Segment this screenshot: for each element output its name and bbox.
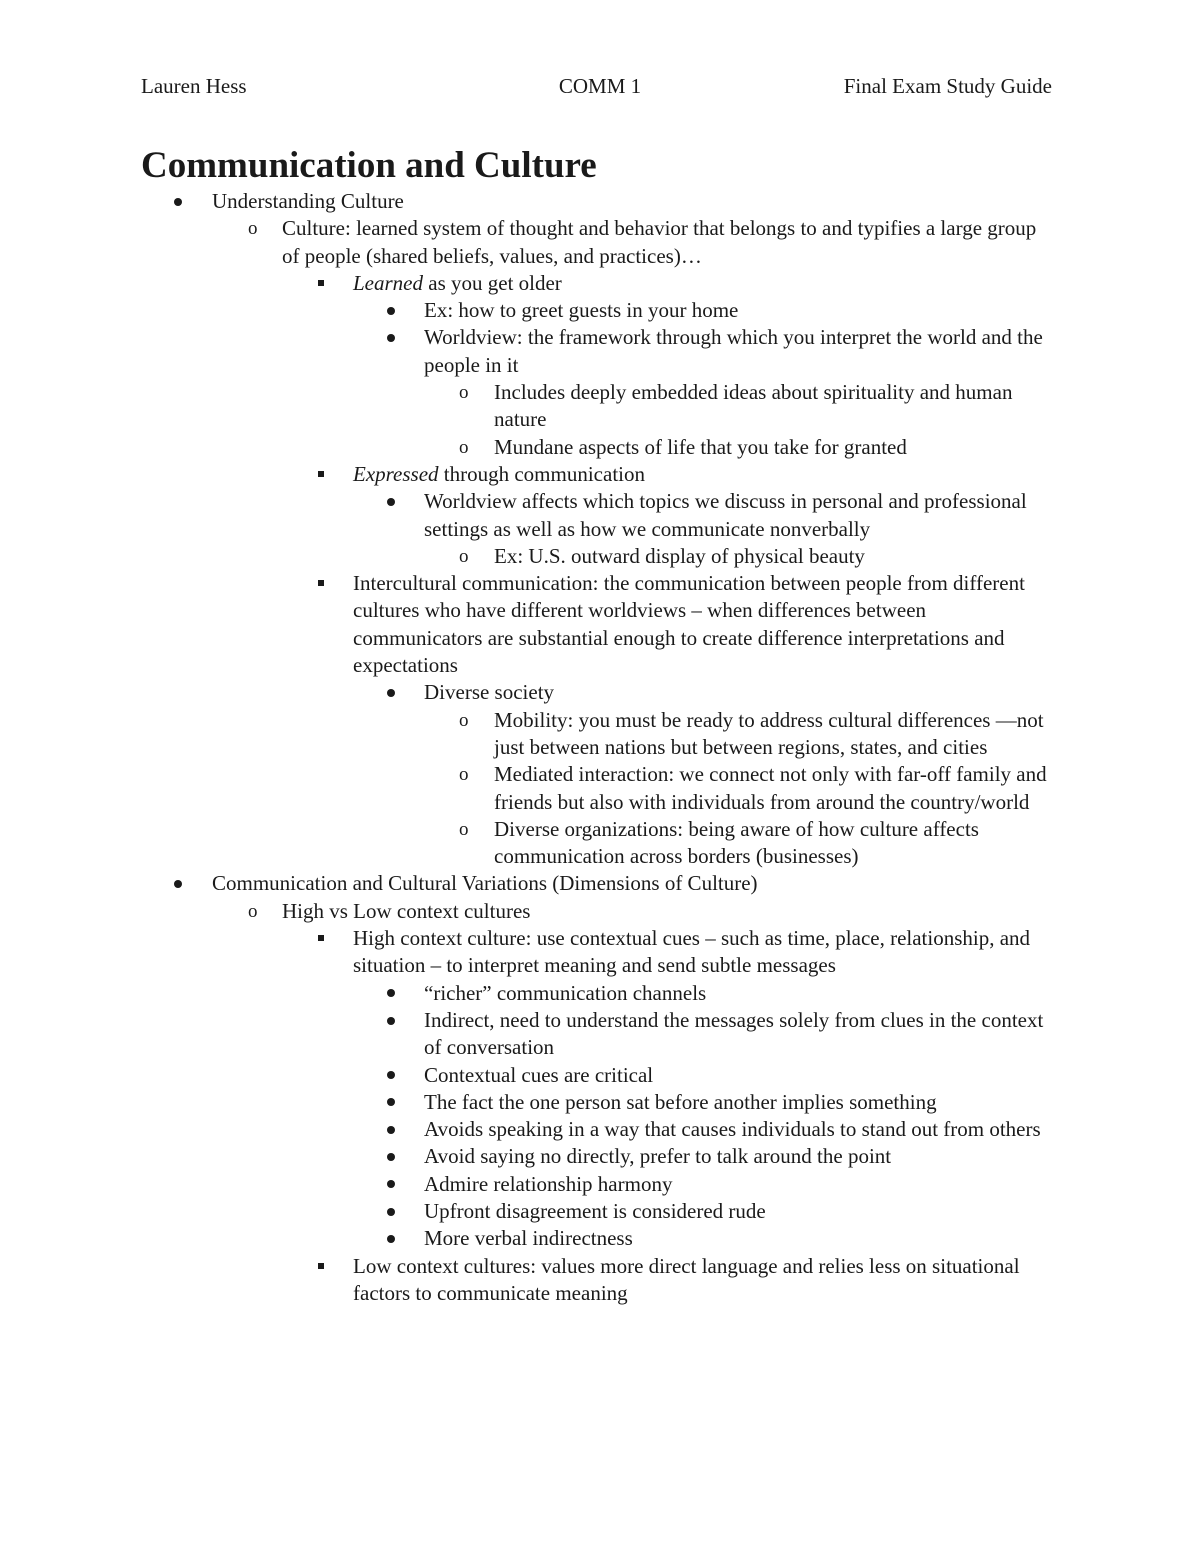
list-item-text: Contextual cues are critical xyxy=(424,1062,654,1087)
list-item xyxy=(0,925,1057,980)
bullet-circle-icon: o xyxy=(248,900,258,922)
bullet-disc-icon xyxy=(387,488,395,515)
bullet-circle-icon: o xyxy=(248,218,258,240)
list-item xyxy=(0,434,1057,461)
bullet-disc-icon xyxy=(387,1062,395,1089)
list-item-text: Diverse society xyxy=(424,680,555,705)
list-item-text: Avoids speaking in a way that causes individuals to stand out from others xyxy=(424,1117,1041,1142)
list-item xyxy=(0,543,1057,570)
list-item xyxy=(0,570,1057,679)
list-item xyxy=(0,188,1057,215)
list-item-text: Worldview affects which topics we discuss in personal and professional settings as well as how we communicate nonverbally xyxy=(424,489,1027,541)
list-item-text: Avoid saying no directly, prefer to talk around the point xyxy=(424,1144,892,1169)
list-item xyxy=(0,1143,1057,1170)
bullet-disc-icon xyxy=(174,188,182,215)
list-item-text: More verbal indirectness xyxy=(424,1226,633,1251)
list-item xyxy=(0,1171,1057,1198)
list-item xyxy=(0,1089,1057,1116)
bullet-circle-icon: o xyxy=(459,709,469,731)
list-item xyxy=(0,379,1057,434)
bullet-disc-icon xyxy=(387,1143,395,1170)
bullet-disc-icon xyxy=(387,679,395,706)
list-item-text: Includes deeply embedded ideas about spirituality and human nature xyxy=(494,380,1013,432)
list-item-text: Understanding Culture xyxy=(212,189,404,213)
list-item-text: Culture: learned system of thought and behavior that belongs to and typifies a large group of people (shared beliefs, values, and practices)… xyxy=(282,216,1037,268)
list-item-text: Worldview: the framework through which you interpret the world and the people in it xyxy=(424,325,1043,377)
bullet-disc-icon xyxy=(387,324,395,351)
list-item-text: through communication xyxy=(438,461,645,486)
list-item xyxy=(0,980,1057,1007)
bullet-disc-icon xyxy=(387,1225,395,1252)
list-item xyxy=(0,1225,1057,1252)
list-item xyxy=(0,461,1057,488)
list-item-text: Mediated interaction: we connect not only with far-off family and friends but also with individuals from around the country/world xyxy=(494,762,1047,814)
list-item-text: Low context cultures: values more direct language and relies less on situational factors to communicate meaning xyxy=(353,1253,1020,1305)
emphasis-text: Expressed xyxy=(353,461,439,486)
list-item xyxy=(0,1062,1057,1089)
list-item-text: Communication and Cultural Variations (Dimensions of Culture) xyxy=(212,871,758,896)
list-item-text: Admire relationship harmony xyxy=(424,1171,673,1196)
bullet-square-icon xyxy=(318,270,324,297)
list-item-text: as you get older xyxy=(423,270,562,295)
list-item-text: Indirect, need to understand the messages solely from clues in the context of conversation xyxy=(424,1007,1044,1060)
list-item xyxy=(0,1116,1057,1143)
list-item xyxy=(0,679,1057,706)
list-item-text: “richer” communication channels xyxy=(424,980,707,1005)
list-item-text: High vs Low context cultures xyxy=(282,898,531,923)
list-item-text: Intercultural communication: the communication between people from different cultures who have different worldviews – when differences between communicators are substantial enough to create difference interpretations and expectations xyxy=(353,571,1025,678)
bullet-square-icon xyxy=(318,570,324,597)
list-item xyxy=(0,488,1057,543)
list-item xyxy=(0,1253,1057,1308)
list-item xyxy=(0,324,1057,379)
list-item-text: Ex: how to greet guests in your home xyxy=(424,298,739,323)
bullet-disc-icon xyxy=(387,1089,395,1116)
bullet-disc-icon xyxy=(387,1116,395,1143)
list-item xyxy=(0,270,1057,297)
list-item-text: High context culture: use contextual cues – such as time, place, relationship, and situation – to interpret meaning and send subtle messages xyxy=(353,926,1031,978)
list-item-text: Ex: U.S. outward display of physical beauty xyxy=(494,543,865,568)
page-title: Communication and Culture xyxy=(141,145,597,186)
list-item-text: Mobility: you must be ready to address cultural differences —not just between nations but between regions, states, and cities xyxy=(494,707,1044,759)
bullet-square-icon xyxy=(318,925,324,952)
bullet-disc-icon xyxy=(174,870,182,897)
outline-list xyxy=(0,188,1200,1307)
header-author: Lauren Hess xyxy=(141,74,247,98)
list-item-text: Diverse organizations: being aware of how culture affects communication across borders (businesses) xyxy=(494,816,979,869)
bullet-square-icon xyxy=(318,461,324,488)
bullet-circle-icon: o xyxy=(459,436,469,458)
emphasis-text: Learned xyxy=(353,270,423,295)
bullet-disc-icon xyxy=(387,1007,395,1034)
bullet-square-icon xyxy=(318,1253,324,1280)
bullet-circle-icon: o xyxy=(459,818,469,840)
bullet-disc-icon xyxy=(387,1198,395,1225)
list-item xyxy=(0,707,1057,762)
list-item xyxy=(0,870,1057,897)
list-item xyxy=(0,898,1057,925)
header-course: COMM 1 xyxy=(558,74,642,98)
header-document-title: Final Exam Study Guide xyxy=(843,74,1052,98)
list-item-text: Mundane aspects of life that you take for granted xyxy=(494,434,907,459)
bullet-disc-icon xyxy=(387,980,395,1007)
list-item-text: The fact the one person sat before another implies something xyxy=(424,1089,937,1114)
bullet-disc-icon xyxy=(387,297,395,324)
bullet-circle-icon: o xyxy=(459,764,469,786)
list-item-text: Upfront disagreement is considered rude xyxy=(424,1198,766,1223)
bullet-circle-icon: o xyxy=(459,382,469,404)
list-item xyxy=(0,215,1057,270)
list-item xyxy=(0,761,1057,816)
list-item xyxy=(0,1198,1057,1225)
bullet-circle-icon: o xyxy=(459,545,469,567)
bullet-disc-icon xyxy=(387,1171,395,1198)
list-item xyxy=(0,1007,1057,1062)
list-item xyxy=(0,297,1057,324)
list-item xyxy=(0,816,1057,871)
